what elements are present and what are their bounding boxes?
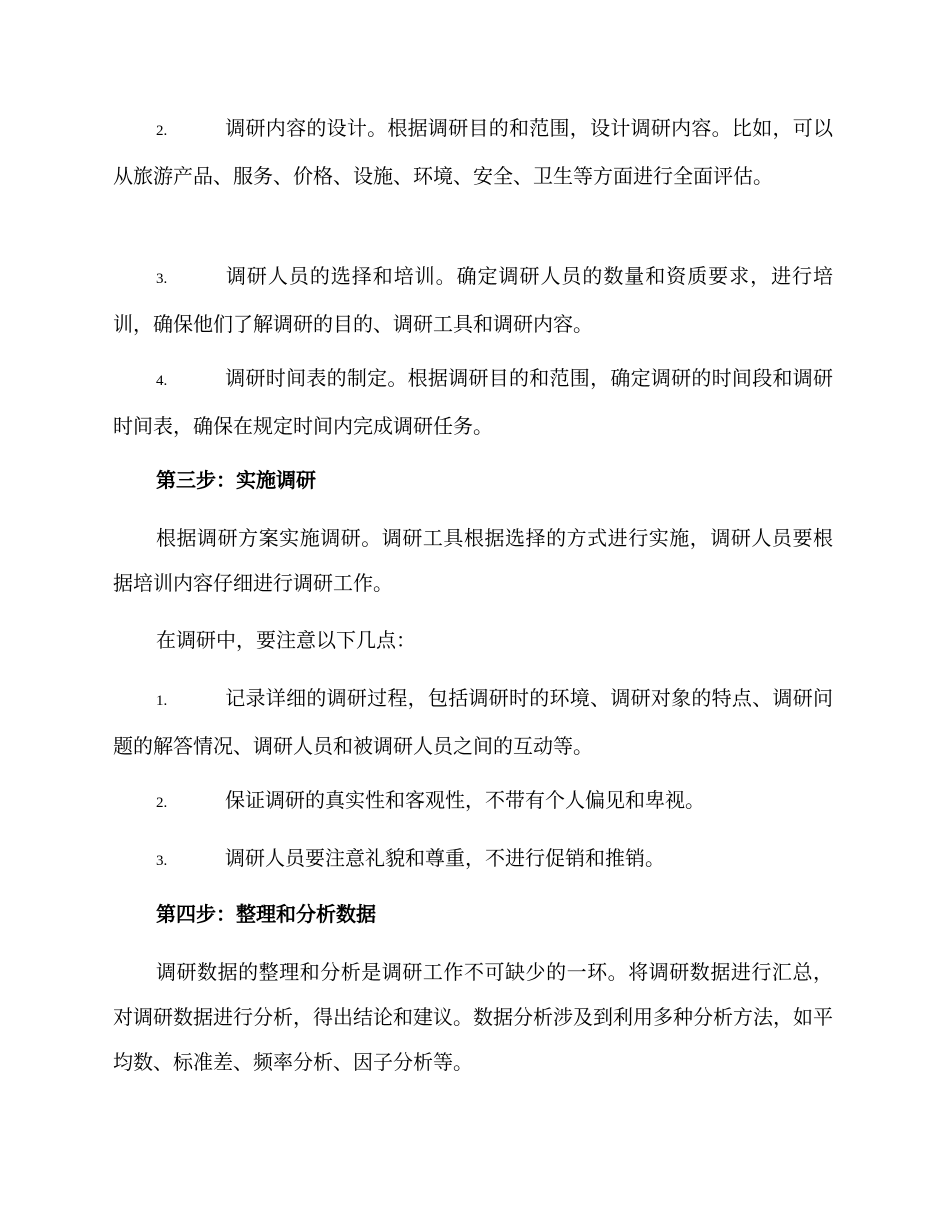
list-item-text: 调研内容的设计。根据调研目的和范围，设计调研内容。比如，可以从旅游产品、服务、价格、设施、环境、安全、卫生等方面进行全面评估。 (113, 116, 833, 188)
list-item-text: 保证调研的真实性和客观性，不带有个人偏见和卑视。 (225, 788, 705, 812)
list-item (113, 254, 833, 347)
list-item-text: 调研时间表的制定。根据调研目的和范围，确定调研的时间段和调研时间表，确保在规定时间内完成调研任务。 (113, 366, 833, 438)
list-number: 2. (156, 123, 168, 139)
list-item-text: 记录详细的调研过程，包括调研时的环境、调研对象的特点、调研问题的解答情况、调研人员和被调研人员之间的互动等。 (113, 686, 833, 758)
paragraph: 根据调研方案实施调研。调研工具根据选择的方式进行实施，调研人员要根据培训内容仔细进行调研工作。 (113, 526, 833, 595)
list-item (113, 836, 833, 884)
list-number: 3. (156, 853, 168, 869)
list-number: 2. (156, 795, 168, 811)
list-item-text: 调研人员的选择和培训。确定调研人员的数量和资质要求，进行培训，确保他们了解调研的目的、调研工具和调研内容。 (113, 264, 833, 336)
section-heading: 第三步：实施调研 (156, 468, 316, 492)
list-item (113, 778, 833, 826)
list-number: 3. (156, 271, 168, 287)
list-item (113, 676, 833, 769)
list-item (113, 356, 833, 449)
list-number: 1. (156, 693, 168, 709)
paragraph: 调研数据的整理和分析是调研工作不可缺少的一环。将调研数据进行汇总，对调研数据进行分析，得出结论和建议。数据分析涉及到利用多种分析方法，如平均数、标准差、频率分析、因子分析等。 (113, 960, 833, 1074)
list-item-text: 调研人员要注意礼貌和尊重，不进行促销和推销。 (225, 846, 665, 870)
paragraph: 在调研中，要注意以下几点： (156, 628, 416, 652)
section-heading: 第四步：整理和分析数据 (156, 902, 376, 926)
list-item (113, 106, 833, 199)
list-number: 4. (156, 373, 168, 389)
